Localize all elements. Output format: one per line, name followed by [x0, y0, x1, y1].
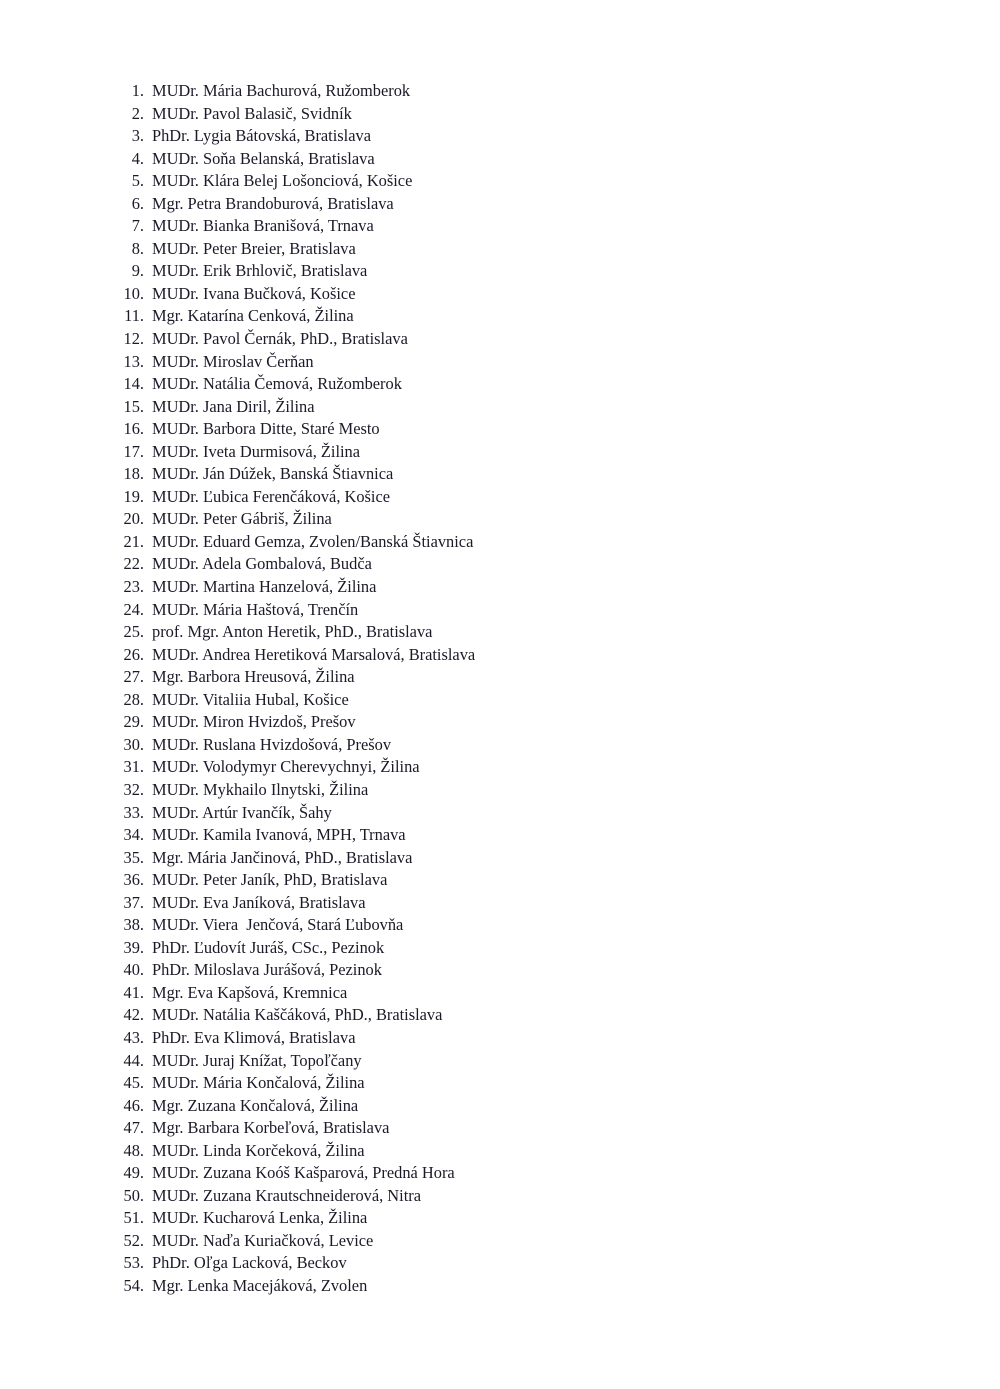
list-item-text: MUDr. Zuzana Krautschneiderová, Nitra [152, 1185, 421, 1205]
list-item [108, 711, 1000, 734]
list-item [108, 396, 1000, 419]
list-item-number: 20. [123, 509, 144, 529]
list-item [108, 689, 1000, 712]
list-item [108, 756, 1000, 779]
list-item [108, 779, 1000, 802]
list-item-number: 52. [123, 1230, 144, 1250]
list-item-number: 36. [123, 870, 144, 890]
list-item-text: Mgr. Barbora Hreusová, Žilina [152, 667, 355, 687]
list-item-text: MUDr. Ján Dúžek, Banská Štiavnica [152, 464, 394, 484]
list-item-number: 18. [123, 464, 144, 484]
list-item-number: 32. [123, 779, 144, 799]
list-item-number: 8. [131, 238, 144, 258]
list-item [108, 1004, 1000, 1027]
list-item-text: MUDr. Juraj Knížat, Topoľčany [152, 1050, 362, 1070]
list-item [108, 1275, 1000, 1298]
list-item [108, 215, 1000, 238]
list-item-number: 34. [123, 825, 144, 845]
list-item-text: MUDr. Klára Belej Lošonciová, Košice [152, 171, 413, 191]
list-item [108, 260, 1000, 283]
list-item-text: MUDr. Mária Bachurová, Ružomberok [152, 81, 411, 100]
list-item-number: 6. [131, 193, 144, 213]
list-item [108, 486, 1000, 509]
list-item [108, 508, 1000, 531]
list-item-text: MUDr. Peter Gábriš, Žilina [152, 509, 332, 529]
list-item [108, 553, 1000, 576]
list-item-text: MUDr. Mária Haštová, Trenčín [152, 599, 359, 619]
list-item-number: 29. [123, 712, 144, 732]
list-item-text: MUDr. Barbora Ditte, Staré Mesto [152, 419, 380, 439]
list-item-text: MUDr. Miron Hvizdoš, Prešov [152, 712, 356, 732]
list-item [108, 666, 1000, 689]
list-item [108, 1072, 1000, 1095]
list-item-number: 49. [123, 1163, 144, 1183]
list-item-text: MUDr. Viera Jenčová, Stará Ľubovňa [152, 915, 404, 935]
list-item [108, 847, 1000, 870]
list-item-text: Mgr. Mária Jančinová, PhD., Bratislava [152, 847, 413, 867]
list-item-number: 9. [131, 261, 144, 281]
list-item [108, 351, 1000, 374]
list-item [108, 148, 1000, 171]
list-item [108, 824, 1000, 847]
list-item-number: 48. [123, 1140, 144, 1160]
list-item-text: PhDr. Ľudovít Juráš, CSc., Pezinok [152, 937, 385, 957]
list-item [108, 1207, 1000, 1230]
list-item-text: MUDr. Artúr Ivančík, Šahy [152, 802, 332, 822]
list-item-text: MUDr. Mykhailo Ilnytski, Žilina [152, 779, 369, 799]
list-item-number: 53. [123, 1253, 144, 1273]
list-item [108, 1027, 1000, 1050]
list-item [108, 80, 1000, 103]
list-item-text: MUDr. Kucharová Lenka, Žilina [152, 1208, 368, 1228]
list-item [108, 982, 1000, 1005]
list-item-number: 35. [123, 847, 144, 867]
list-item-text: Mgr. Lenka Macejáková, Zvolen [152, 1275, 368, 1295]
list-item-number: 21. [123, 531, 144, 551]
list-item-number: 10. [123, 283, 144, 303]
list-item-text: MUDr. Soňa Belanská, Bratislava [152, 148, 375, 168]
list-item-number: 13. [123, 351, 144, 371]
list-item-text: MUDr. Natália Čemová, Ružomberok [152, 374, 402, 394]
list-item-text: MUDr. Mária Končalová, Žilina [152, 1073, 365, 1093]
list-item-number: 24. [123, 599, 144, 619]
list-item-text: Mgr. Zuzana Končalová, Žilina [152, 1095, 359, 1115]
list-item [108, 170, 1000, 193]
list-item-number: 26. [123, 644, 144, 664]
list-item-text: Mgr. Petra Brandoburová, Bratislava [152, 193, 394, 213]
list-item-text: PhDr. Eva Klimová, Bratislava [152, 1027, 356, 1047]
list-item [108, 599, 1000, 622]
list-item-text: MUDr. Peter Breier, Bratislava [152, 238, 356, 258]
list-item-text: MUDr. Linda Korčeková, Žilina [152, 1140, 365, 1160]
list-item-text: MUDr. Ruslana Hvizdošová, Prešov [152, 734, 392, 754]
list-item-number: 5. [131, 171, 144, 191]
list-item-text: PhDr. Lygia Bátovská, Bratislava [152, 126, 371, 146]
list-item [108, 802, 1000, 825]
list-item [108, 892, 1000, 915]
list-item-text: MUDr. Miroslav Čerňan [152, 351, 314, 371]
list-item-text: MUDr. Vitaliia Hubal, Košice [152, 689, 349, 709]
list-item-number: 54. [123, 1275, 144, 1295]
list-item-text: MUDr. Eduard Gemza, Zvolen/Banská Štiavnica [152, 531, 474, 551]
numbered-name-list [108, 80, 1000, 1298]
list-item-text: MUDr. Adela Gombalová, Budča [152, 554, 372, 574]
list-item-number: 51. [123, 1208, 144, 1228]
list-item-text: MUDr. Kamila Ivanová, MPH, Trnava [152, 825, 406, 845]
list-item [108, 1185, 1000, 1208]
list-item [108, 914, 1000, 937]
list-item-number: 42. [123, 1005, 144, 1025]
list-item [108, 1230, 1000, 1253]
list-item-text: Mgr. Eva Kapšová, Kremnica [152, 982, 348, 1002]
list-item-number: 44. [123, 1050, 144, 1070]
list-item-text: MUDr. Eva Janíková, Bratislava [152, 892, 366, 912]
list-item-number: 31. [123, 757, 144, 777]
list-item-text: prof. Mgr. Anton Heretik, PhD., Bratislava [152, 622, 433, 642]
list-item [108, 959, 1000, 982]
list-item [108, 238, 1000, 261]
list-item [108, 576, 1000, 599]
list-item-number: 4. [131, 148, 144, 168]
list-item [108, 418, 1000, 441]
list-item-number: 3. [131, 126, 144, 146]
list-item-text: MUDr. Jana Diril, Žilina [152, 396, 315, 416]
list-item [108, 1095, 1000, 1118]
list-item-number: 38. [123, 915, 144, 935]
list-item [108, 305, 1000, 328]
list-item-text: MUDr. Peter Janík, PhD, Bratislava [152, 870, 388, 890]
list-item-number: 45. [123, 1073, 144, 1093]
list-item-text: MUDr. Ivana Bučková, Košice [152, 283, 356, 303]
list-item-text: MUDr. Pavol Balasič, Svidník [152, 103, 352, 123]
list-item [108, 644, 1000, 667]
list-item [108, 193, 1000, 216]
list-item [108, 531, 1000, 554]
list-item-text: MUDr. Naďa Kuriačková, Levice [152, 1230, 374, 1250]
list-item [108, 441, 1000, 464]
list-item-text: PhDr. Oľga Lacková, Beckov [152, 1253, 347, 1273]
list-item [108, 621, 1000, 644]
list-item-number: 39. [123, 937, 144, 957]
list-item-text: MUDr. Pavol Černák, PhD., Bratislava [152, 329, 408, 349]
list-item-number: 1. [131, 81, 144, 100]
list-item-text: MUDr. Volodymyr Cherevychnyi, Žilina [152, 757, 420, 777]
list-item-number: 19. [123, 486, 144, 506]
list-item-number: 14. [123, 374, 144, 394]
list-item-text: MUDr. Erik Brhlovič, Bratislava [152, 261, 368, 281]
list-item [108, 1162, 1000, 1185]
list-item [108, 463, 1000, 486]
list-item-text: PhDr. Miloslava Jurášová, Pezinok [152, 960, 382, 980]
list-item-number: 30. [123, 734, 144, 754]
list-item-number: 16. [123, 419, 144, 439]
list-item [108, 103, 1000, 126]
list-item-number: 50. [123, 1185, 144, 1205]
list-item [108, 869, 1000, 892]
list-item [108, 1117, 1000, 1140]
list-item-number: 27. [123, 667, 144, 687]
list-item-number: 23. [123, 577, 144, 597]
list-item-text: MUDr. Natália Kaščáková, PhD., Bratislava [152, 1005, 443, 1025]
list-item-number: 33. [123, 802, 144, 822]
list-item-number: 11. [124, 306, 144, 326]
list-item [108, 283, 1000, 306]
list-item [108, 1252, 1000, 1275]
list-item-text: MUDr. Andrea Heretiková Marsalová, Bratislava [152, 644, 476, 664]
list-item-number: 15. [123, 396, 144, 416]
list-item-number: 43. [123, 1027, 144, 1047]
list-item-number: 22. [123, 554, 144, 574]
list-item-number: 7. [131, 216, 144, 236]
list-item [108, 937, 1000, 960]
list-item-number: 40. [123, 960, 144, 980]
list-item [108, 328, 1000, 351]
list-item [108, 1050, 1000, 1073]
list-item [108, 373, 1000, 396]
list-item-number: 12. [123, 329, 144, 349]
list-item-text: MUDr. Zuzana Koóš Kašparová, Predná Hora [152, 1163, 455, 1183]
list-item-number: 47. [123, 1118, 144, 1138]
list-item-text: MUDr. Iveta Durmisová, Žilina [152, 441, 361, 461]
list-item-number: 28. [123, 689, 144, 709]
list-item [108, 734, 1000, 757]
list-item-number: 17. [123, 441, 144, 461]
list-item-text: MUDr. Ľubica Ferenčáková, Košice [152, 486, 391, 506]
list-item-number: 2. [131, 103, 144, 123]
list-item-text: Mgr. Katarína Cenková, Žilina [152, 306, 354, 326]
list-item-number: 37. [123, 892, 144, 912]
list-item-text: MUDr. Martina Hanzelová, Žilina [152, 577, 377, 597]
list-item [108, 1140, 1000, 1163]
list-item-number: 46. [123, 1095, 144, 1115]
list-item [108, 125, 1000, 148]
list-item-number: 41. [123, 982, 144, 1002]
list-item-text: Mgr. Barbara Korbeľová, Bratislava [152, 1118, 390, 1138]
list-item-number: 25. [123, 622, 144, 642]
list-item-text: MUDr. Bianka Branišová, Trnava [152, 216, 374, 236]
